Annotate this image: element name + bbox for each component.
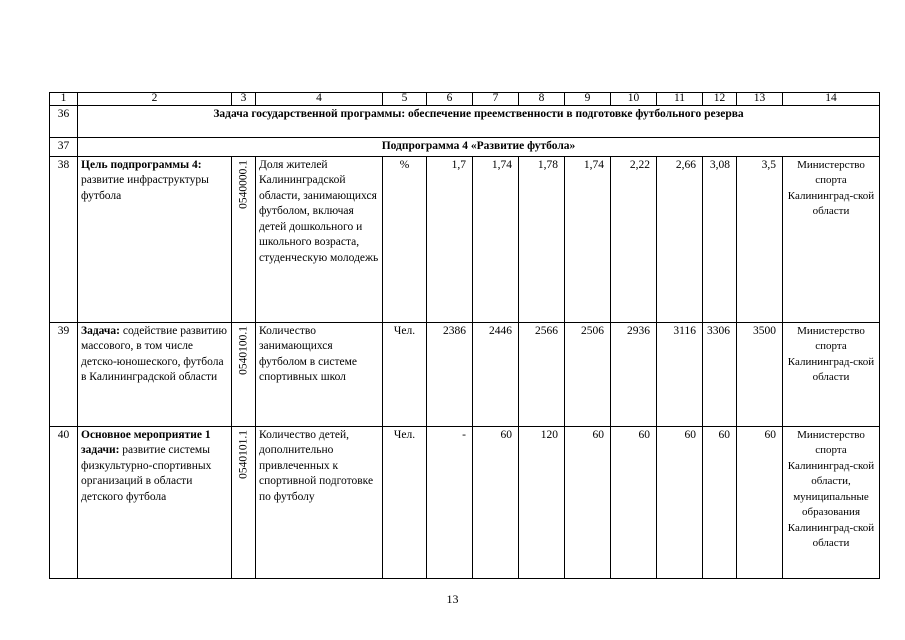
column-number: 4 bbox=[256, 93, 383, 106]
row-number: 36 bbox=[50, 106, 78, 138]
code-text: 0540100.1 bbox=[237, 325, 249, 375]
indicators-table bbox=[49, 92, 880, 579]
column-number: 11 bbox=[657, 93, 703, 106]
value-cell: 2566 bbox=[519, 322, 565, 426]
unit-cell: Чел. bbox=[383, 426, 427, 578]
column-number: 5 bbox=[383, 93, 427, 106]
activity-cell bbox=[78, 426, 232, 578]
value-cell: 60 bbox=[565, 426, 611, 578]
value-cell: 60 bbox=[657, 426, 703, 578]
column-number: 3 bbox=[232, 93, 256, 106]
table-row-36 bbox=[50, 106, 880, 138]
unit-cell: Чел. bbox=[383, 322, 427, 426]
value-cell: 3500 bbox=[737, 322, 783, 426]
column-number: 9 bbox=[565, 93, 611, 106]
value-cell: 3,08 bbox=[703, 156, 737, 322]
value-cell: 2386 bbox=[427, 322, 473, 426]
value-cell: 3116 bbox=[657, 322, 703, 426]
responsible-cell: Министерство спорта Калининград-ской области bbox=[783, 156, 880, 322]
value-cell: 60 bbox=[473, 426, 519, 578]
code-text: 0540000.1 bbox=[237, 159, 249, 209]
column-number: 6 bbox=[427, 93, 473, 106]
code-cell bbox=[232, 426, 256, 578]
value-cell: 60 bbox=[703, 426, 737, 578]
table-row-39 bbox=[50, 322, 880, 426]
indicator-cell: Доля жителей Калининградской области, занимающихся футболом, включая детей дошкольного и школьного возраста, студенческую молодежь bbox=[256, 156, 383, 322]
row-number: 39 bbox=[50, 322, 78, 426]
column-number: 13 bbox=[737, 93, 783, 106]
column-number: 12 bbox=[703, 93, 737, 106]
column-number: 1 bbox=[50, 93, 78, 106]
table-row-38 bbox=[50, 156, 880, 322]
task-text: содействие развитию массового, в том числе детско-юношеского, футбола в Калининградской области bbox=[81, 324, 227, 383]
value-cell: 1,74 bbox=[473, 156, 519, 322]
column-number-row bbox=[50, 93, 880, 106]
value-cell: 3306 bbox=[703, 322, 737, 426]
responsible-cell: Министерство спорта Калининград-ской области, муниципальные образования Калининград-ской области bbox=[783, 426, 880, 578]
value-cell: 60 bbox=[611, 426, 657, 578]
value-cell: - bbox=[427, 426, 473, 578]
task-heading: Задача государственной программы: обеспечение преемственности в подготовке футбольного резерва bbox=[78, 106, 880, 138]
value-cell: 1,78 bbox=[519, 156, 565, 322]
subprogram-heading: Подпрограмма 4 «Развитие футбола» bbox=[78, 138, 880, 157]
value-cell: 2,66 bbox=[657, 156, 703, 322]
value-cell: 2446 bbox=[473, 322, 519, 426]
goal-label: Цель подпрограммы 4: bbox=[81, 158, 202, 171]
table-row-37 bbox=[50, 138, 880, 157]
task-cell bbox=[78, 322, 232, 426]
column-number: 7 bbox=[473, 93, 519, 106]
indicator-cell: Количество детей, дополнительно привлеченных к спортивной подготовке по футболу bbox=[256, 426, 383, 578]
value-cell: 60 bbox=[737, 426, 783, 578]
row-number: 37 bbox=[50, 138, 78, 157]
value-cell: 2506 bbox=[565, 322, 611, 426]
column-number: 8 bbox=[519, 93, 565, 106]
value-cell: 3,5 bbox=[737, 156, 783, 322]
value-cell: 1,7 bbox=[427, 156, 473, 322]
unit-cell: % bbox=[383, 156, 427, 322]
code-cell bbox=[232, 156, 256, 322]
value-cell: 2,22 bbox=[611, 156, 657, 322]
value-cell: 2936 bbox=[611, 322, 657, 426]
goal-cell bbox=[78, 156, 232, 322]
activity-text: развитие системы физкультурно-спортивных организаций в области детского футбола bbox=[81, 444, 212, 503]
column-number: 2 bbox=[78, 93, 232, 106]
code-cell bbox=[232, 322, 256, 426]
code-text: 0540101.1 bbox=[237, 429, 249, 479]
goal-text: развитие инфраструктуры футбола bbox=[81, 174, 209, 202]
column-number: 10 bbox=[611, 93, 657, 106]
page-number: 13 bbox=[446, 592, 459, 606]
row-number: 38 bbox=[50, 156, 78, 322]
row-number: 40 bbox=[50, 426, 78, 578]
value-cell: 1,74 bbox=[565, 156, 611, 322]
indicator-cell: Количество занимающихся футболом в системе спортивных школ bbox=[256, 322, 383, 426]
responsible-cell: Министерство спорта Калининград-ской области bbox=[783, 322, 880, 426]
table-row-40 bbox=[50, 426, 880, 578]
activity-label: Основное мероприятие 1 задачи: bbox=[81, 428, 211, 456]
column-number: 14 bbox=[783, 93, 880, 106]
value-cell: 120 bbox=[519, 426, 565, 578]
task-label: Задача: bbox=[81, 324, 120, 337]
